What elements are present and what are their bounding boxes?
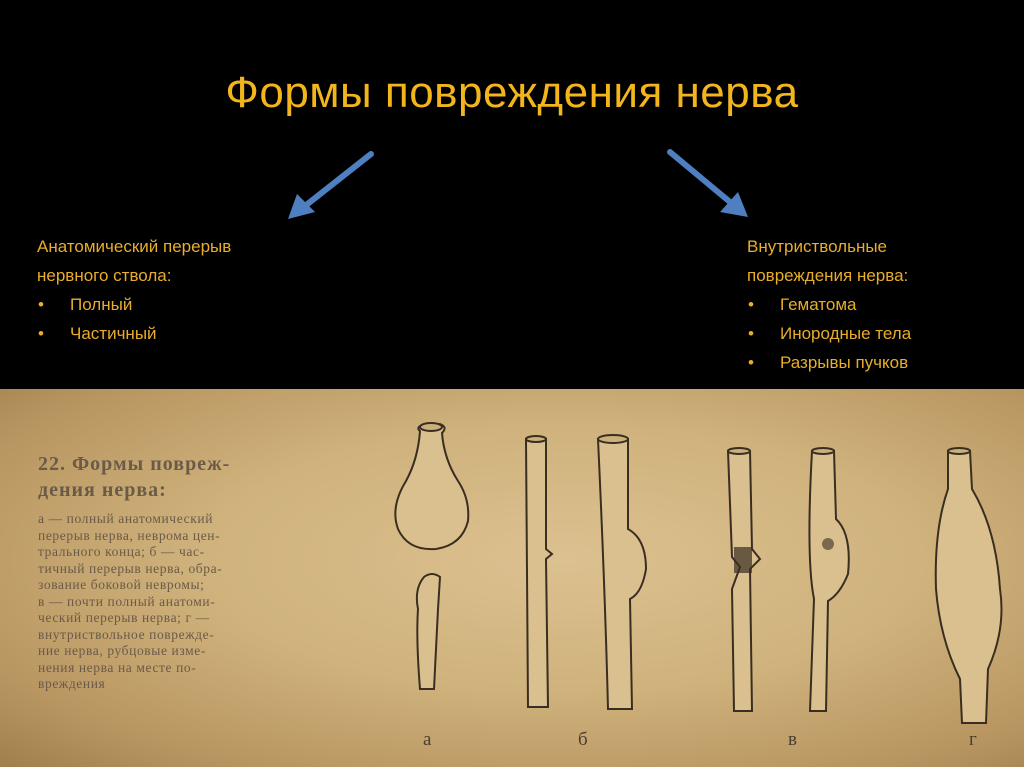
caption-heading-1: 22. Формы повреж- [38, 453, 231, 475]
list-item: • Разрывы пучков [747, 348, 1017, 377]
arrow-down-left-icon [275, 140, 395, 230]
caption-line: ние нерва, рубцовые изме- [38, 643, 206, 658]
caption-line: в — почти полный анатоми- [38, 593, 216, 609]
figure-letter-a: а [423, 729, 432, 750]
anatomical-break-heading-1: Анатомический перерыв [37, 237, 232, 256]
figure-caption [38, 451, 358, 693]
figure-letter-g: г [969, 729, 977, 750]
slide-title: Формы повреждения нерва [225, 68, 799, 117]
caption-heading-2: дения нерва: [38, 479, 167, 501]
caption-line: тичный перерыв нерва, обра- [38, 560, 223, 576]
caption-body [38, 511, 358, 693]
caption-line: нения нерва на месте по- [38, 659, 197, 675]
intratrunk-damage-list [747, 290, 1017, 377]
caption-line: а — полный анатомический [38, 511, 214, 526]
intratrunk-damage-block [747, 232, 1017, 377]
caption-line: вреждения [38, 676, 106, 691]
figure-letter-v: в [788, 729, 797, 750]
anatomical-break-list [37, 290, 357, 348]
intratrunk-damage-heading-2: повреждения нерва: [747, 266, 909, 285]
arrow-down-right-icon [650, 140, 770, 230]
caption-line: внутриствольное поврежде- [38, 626, 215, 642]
intratrunk-damage-heading-1: Внутриствольные [747, 237, 888, 256]
list-item: • Гематома [747, 290, 1017, 319]
list-item: • Инородные тела [747, 319, 1017, 348]
caption-line: трального конца; б — час- [38, 544, 205, 559]
list-item: • Частичный [37, 319, 357, 348]
textbook-figure-photo [0, 389, 1024, 767]
anatomical-break-heading-2: нервного ствола: [37, 266, 172, 285]
figure-letter-b: б [578, 729, 588, 750]
caption-line: зование боковой невромы; [38, 577, 205, 592]
list-item: • Полный [37, 290, 357, 319]
caption-line: перерыв нерва, неврома цен- [38, 527, 221, 543]
anatomical-break-block [37, 232, 357, 348]
caption-line: ческий перерыв нерва; г — [38, 610, 210, 625]
